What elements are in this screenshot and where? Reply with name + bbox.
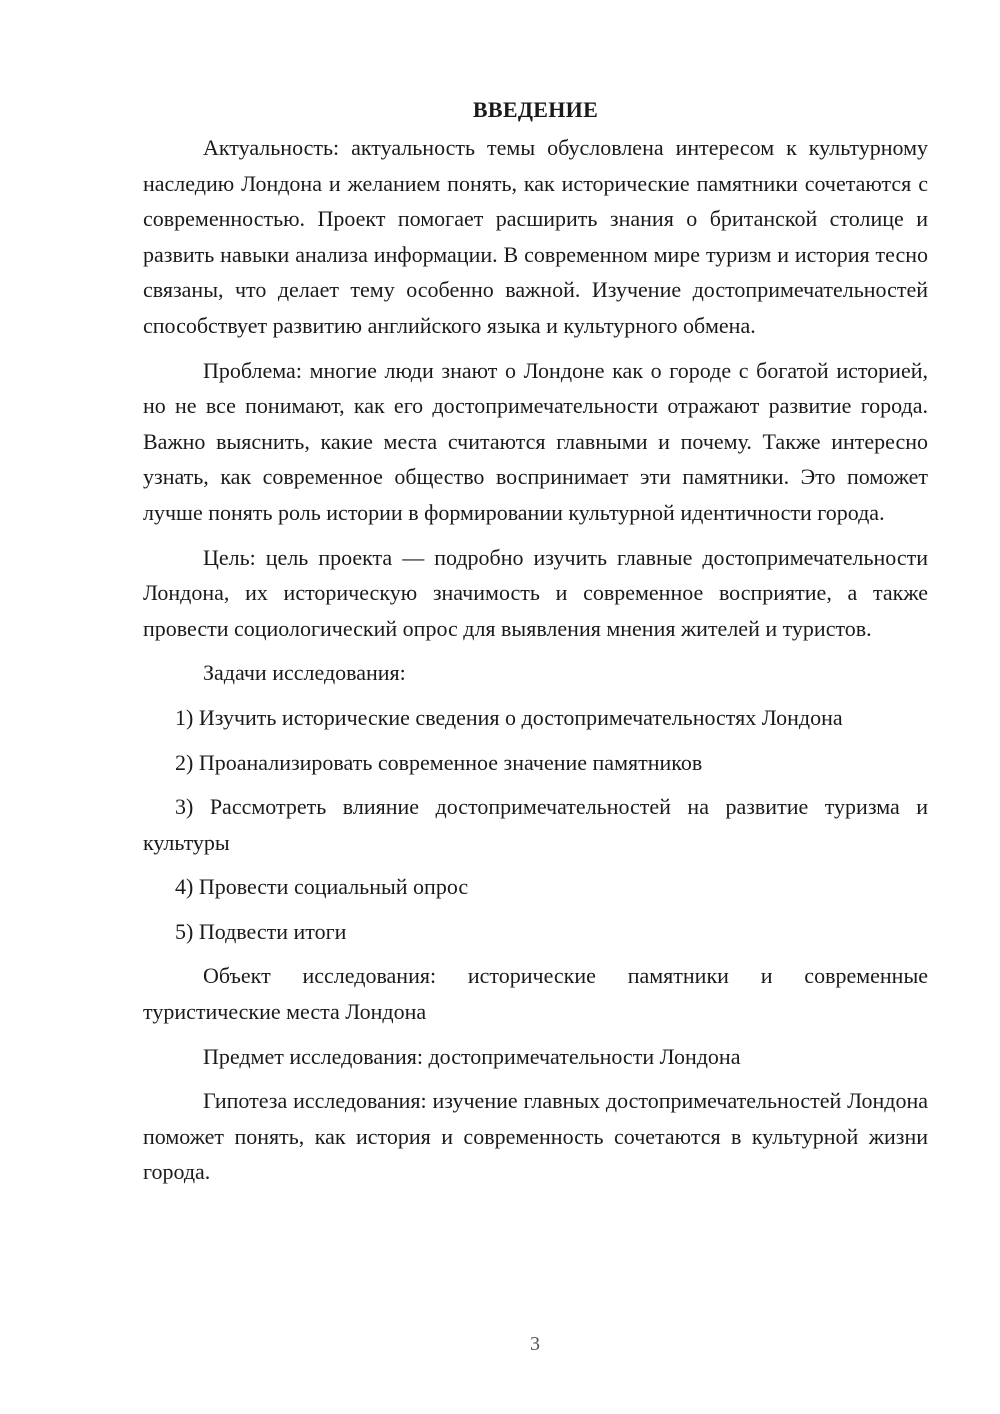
- task-item-5: 5) Подвести итоги: [175, 918, 347, 944]
- paragraph-hypothesis: Гипотеза исследования: изучение главных достопримечательностей Лондона поможет понять, как история и современность сочетаются в культурной жизни города.: [143, 1088, 928, 1185]
- tasks-heading: Задачи исследования:: [203, 660, 406, 686]
- paragraph-goal: Цель: цель проекта — подробно изучить главные достопримечательности Лондона, их историческую значимость и современное восприятие, а также провести социологический опрос для выявления мнения жителей и туристов.: [143, 544, 928, 641]
- paragraph-relevance: Актуальность: актуальность темы обусловлена интересом к культурному наследию Лондона и желанием понять, как исторические памятники сочетаются с современностью. Проект помогает расширить знания о британской столице и развить навыки анализа информации. В современном мире туризм и история тесно связаны, что делает тему особенно важной. Изучение достопримечательностей способствует развитию английского языка и культурного обмена.: [143, 135, 928, 338]
- section-title: ВВЕДЕНИЕ: [472, 97, 599, 122]
- task-item-2: 2) Проанализировать современное значение памятников: [175, 749, 703, 775]
- paragraph-problem: Проблема: многие люди знают о Лондоне как о городе с богатой историей, но не все понимают, как его достопримечательности отражают развитие города. Важно выяснить, какие места считаются главными и почему. Также интересно узнать, как современное общество воспринимает эти памятники. Это поможет лучше понять роль истории в формировании культурной идентичности города.: [143, 357, 928, 525]
- paragraph-subject: Предмет исследования: достопримечательности Лондона: [203, 1043, 741, 1069]
- task-item-3: 3) Рассмотреть влияние достопримечательностей на развитие туризма и культуры: [143, 794, 928, 855]
- task-item-4: 4) Провести социальный опрос: [175, 874, 469, 900]
- paragraph-object: Объект исследования: исторические памятники и современные туристические места Лондона: [143, 963, 928, 1025]
- task-item-1: 1) Изучить исторические сведения о достопримечательностях Лондона: [175, 704, 843, 730]
- page-number: 3: [530, 1333, 540, 1355]
- document-page: [143, 92, 928, 1199]
